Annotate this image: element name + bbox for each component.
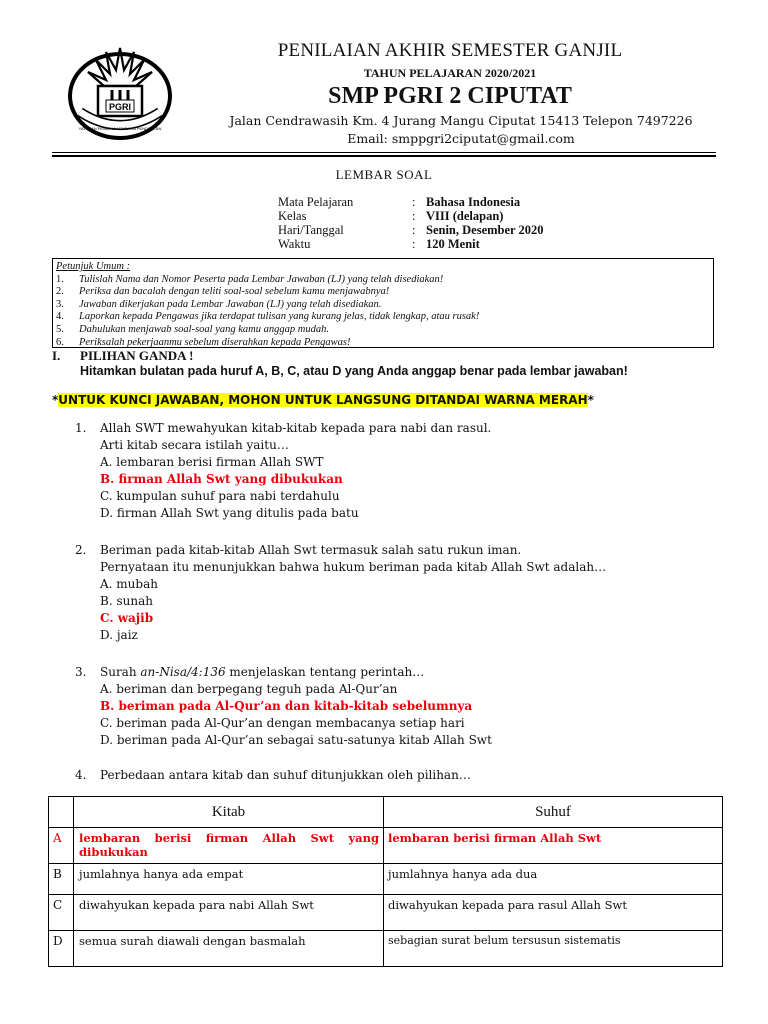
header-divider-thick — [52, 155, 716, 157]
section-instruction: Hitamkan bulatan pada huruf A, B, C, atau D yang Anda anggap benar pada lembar jawaban! — [80, 364, 628, 378]
section-heading — [52, 348, 193, 364]
exam-info — [278, 195, 543, 251]
instruction-text: Tulislah Nama dan Nomor Peserta pada Lembar Jawaban (LJ) yang telah disediakan! — [79, 273, 444, 285]
row-kitab: semua surah diawali dengan basmalah — [74, 931, 384, 967]
answer-key-note — [52, 393, 594, 407]
info-value: VIII (delapan) — [426, 209, 504, 223]
option-b: B. sunah — [100, 594, 153, 608]
row-suhuf: diwahyukan kepada para rasul Allah Swt — [384, 895, 723, 931]
question-stem: Pernyataan itu menunjukkan bahwa hukum beriman pada kitab Allah Swt adalah… — [100, 560, 607, 574]
question-number: 4. — [75, 768, 87, 782]
option-a: A. lembaran berisi firman Allah SWT — [100, 455, 324, 469]
note-suffix: * — [587, 393, 594, 407]
instruction-number: 6. — [56, 336, 64, 348]
question-stem: Perbedaan antara kitab dan suhuf ditunjukkan oleh pilihan… — [100, 768, 471, 782]
info-sep: : — [412, 209, 416, 223]
info-label: Hari/Tanggal — [278, 223, 344, 237]
school-logo — [64, 40, 176, 144]
table-row — [49, 828, 723, 864]
info-value: Senin, Desember 2020 — [426, 223, 544, 237]
option-c-correct: C. wajib — [100, 611, 154, 625]
school-email: Email: smppgri2ciputat@gmail.com — [347, 131, 575, 146]
row-suhuf: sebagian surat belum tersusun sistematis — [384, 931, 723, 967]
option-d: D. beriman pada Al-Qur’an sebagai satu-satunya kitab Allah Swt — [100, 733, 492, 747]
info-row — [278, 209, 543, 223]
question-number: 2. — [75, 543, 87, 557]
instruction-item — [56, 324, 713, 337]
instruction-text: Laporkan kepada Pengawas jika terdapat tulisan yang kurang jelas, tidak lengkap, atau rusak! — [79, 311, 480, 323]
row-suhuf: lembaran berisi firman Allah Swt — [384, 828, 723, 864]
instruction-text: Periksalah pekerjaanmu sebelum diserahkan kepada Pengawas! — [79, 336, 351, 348]
info-label: Kelas — [278, 209, 307, 223]
kitab-suhuf-table — [48, 796, 723, 967]
question-1 — [75, 420, 491, 522]
info-label: Waktu — [278, 237, 311, 251]
instruction-number: 2. — [56, 286, 64, 298]
instruction-number: 5. — [56, 323, 64, 335]
info-sep: : — [412, 237, 416, 251]
school-name: SMP PGRI 2 CIPUTAT — [328, 83, 572, 109]
stem-text: menjelaskan tentang perintah… — [225, 665, 425, 679]
table-row — [49, 895, 723, 931]
option-d: D. firman Allah Swt yang ditulis pada batu — [100, 506, 359, 520]
surah-reference: an-Nisa/4:136 — [140, 665, 226, 679]
note-prefix: * — [52, 393, 59, 407]
table-header-row — [49, 797, 723, 828]
instruction-item — [56, 299, 713, 312]
row-letter: B — [49, 864, 74, 895]
sheet-title: LEMBAR SOAL — [335, 167, 433, 182]
academic-year: TAHUN PELAJARAN 2020/2021 — [363, 66, 537, 80]
instruction-number: 3. — [56, 298, 64, 310]
logo-text: PGRI — [108, 102, 132, 112]
exam-title: PENILAIAN AKHIR SEMESTER GANJIL — [277, 40, 623, 61]
note-text: UNTUK KUNCI JAWABAN, MOHON UNTUK LANGSUNG DITANDAI WARNA MERAH — [58, 393, 588, 407]
header-divider — [52, 152, 716, 153]
info-row — [278, 223, 543, 237]
row-kitab: lembaran berisi firman Allah Swt yang dibukukan — [74, 828, 384, 864]
info-row — [278, 195, 543, 209]
row-kitab: diwahyukan kepada para nabi Allah Swt — [74, 895, 384, 931]
option-b-correct: B. beriman pada Al-Qur’an dan kitab-kitab sebelumnya — [100, 699, 473, 713]
instructions-heading: Petunjuk Umum : — [56, 261, 131, 272]
question-stem: Arti kitab secara istilah yaitu… — [100, 438, 289, 452]
pgri-emblem-icon — [64, 40, 176, 144]
option-a: A. mubah — [100, 577, 158, 591]
instruction-item — [56, 311, 713, 324]
question-2 — [75, 542, 606, 644]
table-header-suhuf: Suhuf — [384, 797, 723, 828]
general-instructions-box — [52, 258, 714, 348]
question-stem — [100, 664, 492, 681]
school-address: Jalan Cendrawasih Km. 4 Jurang Mangu Ciputat 15413 Telepon 7497226 — [229, 113, 693, 128]
table-row — [49, 864, 723, 895]
info-sep: : — [412, 223, 416, 237]
instruction-text: Periksa dan bacalah dengan teliti soal-soal sebelum kamu menjawabnya! — [79, 286, 390, 298]
option-a: A. beriman dan berpegang teguh pada Al-Qur’an — [100, 682, 398, 696]
question-number: 3. — [75, 665, 87, 679]
instruction-item — [56, 286, 713, 299]
option-b-correct: B. firman Allah Swt yang dibukukan — [100, 472, 343, 486]
row-letter: A — [49, 828, 74, 864]
instruction-number: 1. — [56, 273, 64, 285]
table-row — [49, 931, 723, 967]
instruction-text: Jawaban dikerjakan pada Lembar Jawaban (LJ) yang telah disediakan. — [79, 298, 382, 310]
section-title: PILIHAN GANDA ! — [80, 348, 194, 363]
info-value: Bahasa Indonesia — [426, 195, 521, 209]
instruction-text: Dahulukan menjawab soal-soal yang kamu anggap mudah. — [79, 323, 329, 335]
table-header-empty — [49, 797, 74, 828]
instruction-item — [56, 274, 713, 287]
info-sep: : — [412, 195, 416, 209]
instruction-number: 4. — [56, 311, 64, 323]
question-4 — [75, 767, 471, 784]
row-suhuf: jumlahnya hanya ada dua — [384, 864, 723, 895]
row-letter: C — [49, 895, 74, 931]
question-stem: Allah SWT mewahyukan kitab-kitab kepada para nabi dan rasul. — [100, 421, 492, 435]
info-value: 120 Menit — [426, 237, 480, 251]
row-kitab: jumlahnya hanya ada empat — [74, 864, 384, 895]
info-label: Mata Pelajaran — [278, 195, 354, 209]
question-stem: Beriman pada kitab-kitab Allah Swt termasuk salah satu rukun iman. — [100, 543, 522, 557]
table-header-kitab: Kitab — [74, 797, 384, 828]
logo-banner-text: YAYASAN PEMBINA LEMBAGA PENDIDIKAN — [78, 126, 162, 131]
option-d: D. jaiz — [100, 628, 138, 642]
question-number: 1. — [75, 421, 87, 435]
stem-text: Surah — [100, 665, 141, 679]
option-c: C. beriman pada Al-Qur’an dengan membacanya setiap hari — [100, 716, 465, 730]
section-number: I. — [52, 348, 61, 363]
option-c: C. kumpulan suhuf para nabi terdahulu — [100, 489, 340, 503]
info-row — [278, 237, 543, 251]
row-letter: D — [49, 931, 74, 967]
question-3 — [75, 664, 492, 749]
